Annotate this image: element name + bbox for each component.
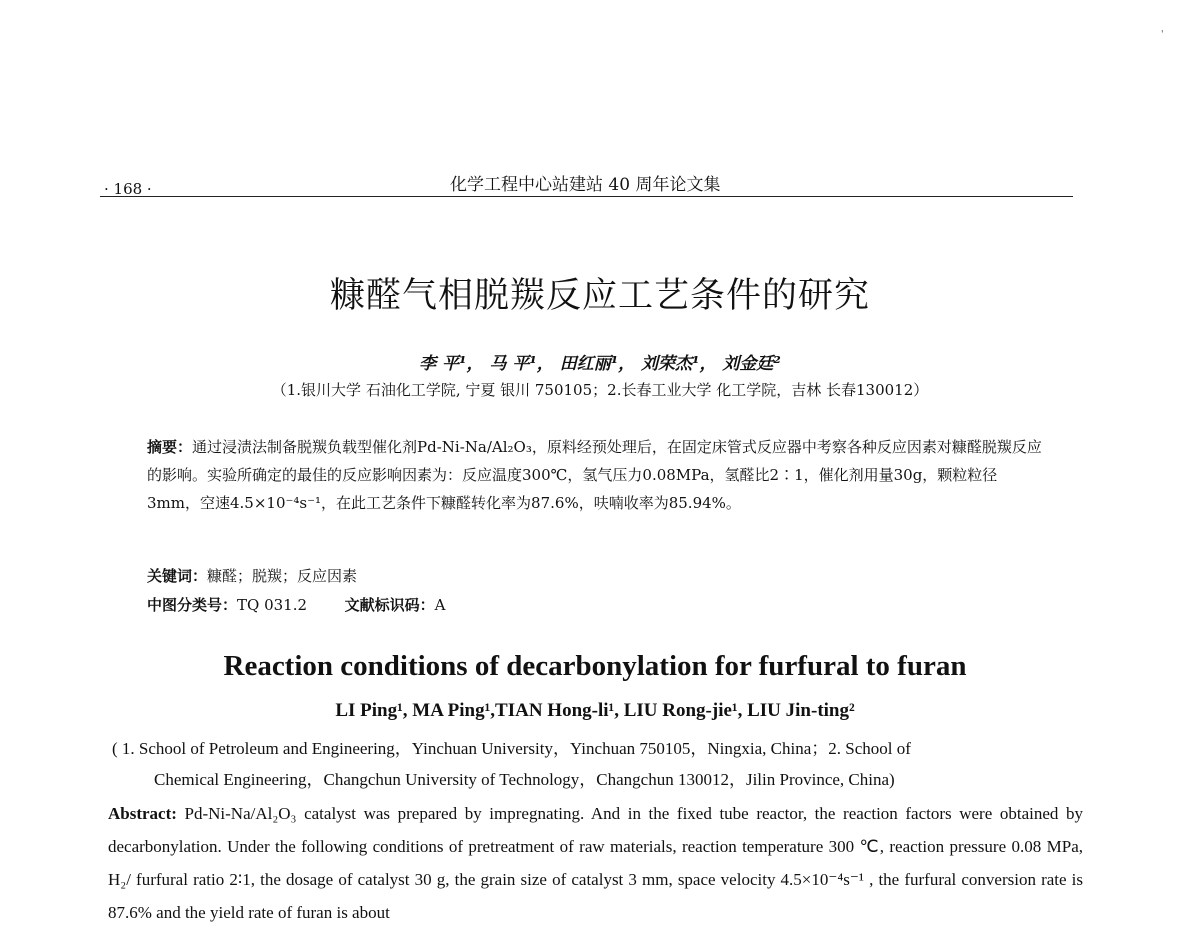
english-title: Reaction conditions of decarbonylation for furfural to furan [223,650,967,682]
doc-code-label: 文献标识码： [344,596,435,614]
chinese-authors: 李 平¹， 马 平¹， 田红丽¹， 刘荣杰¹， 刘金廷² [419,354,781,374]
chinese-classification [147,591,1047,619]
chinese-keywords-text: 糠醛；脱羰；反应因素 [207,567,358,585]
chinese-abstract-label: 摘要： [147,438,193,456]
english-affiliation-line2: Chemical Engineering，Changchun University of Technology，Changchun 130012，Jilin Province, China) [154,770,895,789]
chinese-abstract [147,433,1047,517]
english-affiliations [112,733,1087,795]
english-affiliation-line1: ( 1. School of Petroleum and Engineering，Yinchuan University，Yinchuan 750105，Ningxia, China；2. School of [112,739,911,758]
english-abstract-label: Abstract: [108,804,177,823]
english-authors: LI Ping¹, MA Ping¹,TIAN Hong-li¹, LIU Rong-jie¹, LIU Jin-ting² [335,700,855,721]
chinese-affiliations: （1.银川大学 石油化工学院, 宁夏 银川 750105；2.长春工业大学 化工学院，吉林 长春130012） [271,381,929,399]
chinese-keywords [147,562,1047,590]
classification-value: TQ 031.2 [237,596,308,614]
doc-code-value: A [434,596,446,614]
english-abstract-text: Pd-Ni-Na/Al₂O₃ catalyst was prepared by impregnating. And in the fixed tube reactor, the reaction factors were obtained by decarbonylation. Under the following conditions of pretreatment of raw materials, reaction temperature 300 ℃, reaction pressure 0.08 MPa, H₂/ furfural ratio 2∶1, the dosage of catalyst 30 g, the grain size of catalyst 3 mm, space velocity 4.5×10⁻⁴s⁻¹ , the furfural conversion rate is 87.6% and the yield rate of furan is about [108,804,1084,922]
classification-label: 中图分类号： [147,596,238,614]
english-abstract [108,797,1083,929]
chinese-title: 糠醛气相脱羰反应工艺条件的研究 [329,276,870,316]
header-rule [100,196,1073,197]
running-header: 化学工程中心站建站 40 周年论文集 [450,175,721,195]
page-number: · 168 · [104,180,152,198]
chinese-keywords-label: 关键词： [147,567,208,585]
chinese-abstract-text: 通过浸渍法制备脱羰负载型催化剂Pd-Ni-Na/Al₂O₃，原料经预处理后，在固定床管式反应器中考察各种反应因素对糠醛脱羰反应的影响。实验所确定的最佳的反应影响因素为：反应温度300℃，氢气压力0.08MPa，氢醛比2∶1，催化剂用量30g，颗粒粒径3mm，空速4.5×10⁻⁴s⁻¹，在此工艺条件下糠醛转化率为87.6%，呋喃收率为85.94%。 [147,438,1042,512]
corner-mark: ' [1161,30,1164,40]
